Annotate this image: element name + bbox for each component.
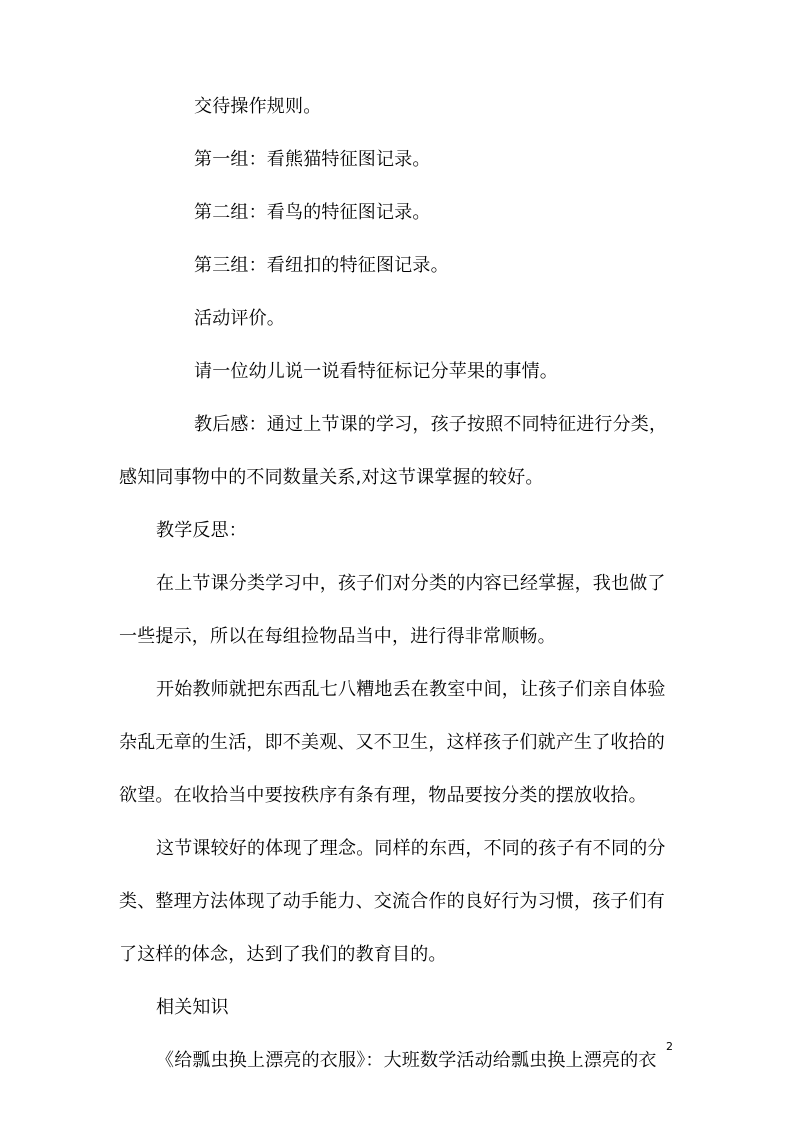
text-line-para-2c: 欲望。在收拾当中要按秩序有条有理，物品要按分类的摆放收拾。 (119, 785, 647, 806)
text-line-group-1: 第一组：看熊猫特征图记录。 (194, 149, 431, 170)
text-line-child-speaks: 请一位幼儿说一说看特征标记分苹果的事情。 (194, 361, 558, 382)
text-line-reflection-1: 教后感：通过上节课的学习，孩子按照不同特征进行分类， (194, 414, 668, 435)
text-line-para-3a: 这节课较好的体现了理念。同样的东西，不同的孩子有不同的分 (156, 838, 666, 859)
text-line-para-2b: 杂乱无章的生活，即不美观、又不卫生，这样孩子们就产生了收拾的 (119, 732, 665, 753)
text-line-teaching-reflection-heading: 教学反思： (156, 520, 247, 541)
text-line-group-3: 第三组：看纽扣的特征图记录。 (194, 255, 449, 276)
text-line-para-3c: 了这样的体念，达到了我们的教育目的。 (119, 944, 447, 965)
text-line-para-1a: 在上节课分类学习中，孩子们对分类的内容已经掌握，我也做了 (156, 573, 666, 594)
text-line-evaluation: 活动评价。 (194, 308, 285, 329)
text-line-para-3b: 类、整理方法体现了动手能力、交流合作的良好行为习惯，孩子们有 (119, 891, 665, 912)
text-line-reflection-2: 感知同事物中的不同数量关系,对这节课掌握的较好。 (119, 467, 544, 488)
text-line-group-2: 第二组：看鸟的特征图记录。 (194, 202, 431, 223)
text-line-rules: 交待操作规则。 (194, 96, 322, 117)
text-line-related-knowledge: 相关知识 (156, 997, 229, 1018)
text-line-para-1b: 一些提示，所以在每组捡物品当中，进行得非常顺畅。 (119, 626, 556, 647)
text-line-para-2a: 开始教师就把东西乱七八糟地丢在教室中间，让孩子们亲自体验 (156, 679, 666, 700)
page-number: 2 (666, 1040, 673, 1053)
text-line-ladybug-title: 《给瓢虫换上漂亮的衣服》：大班数学活动给瓢虫换上漂亮的衣 (156, 1050, 657, 1071)
